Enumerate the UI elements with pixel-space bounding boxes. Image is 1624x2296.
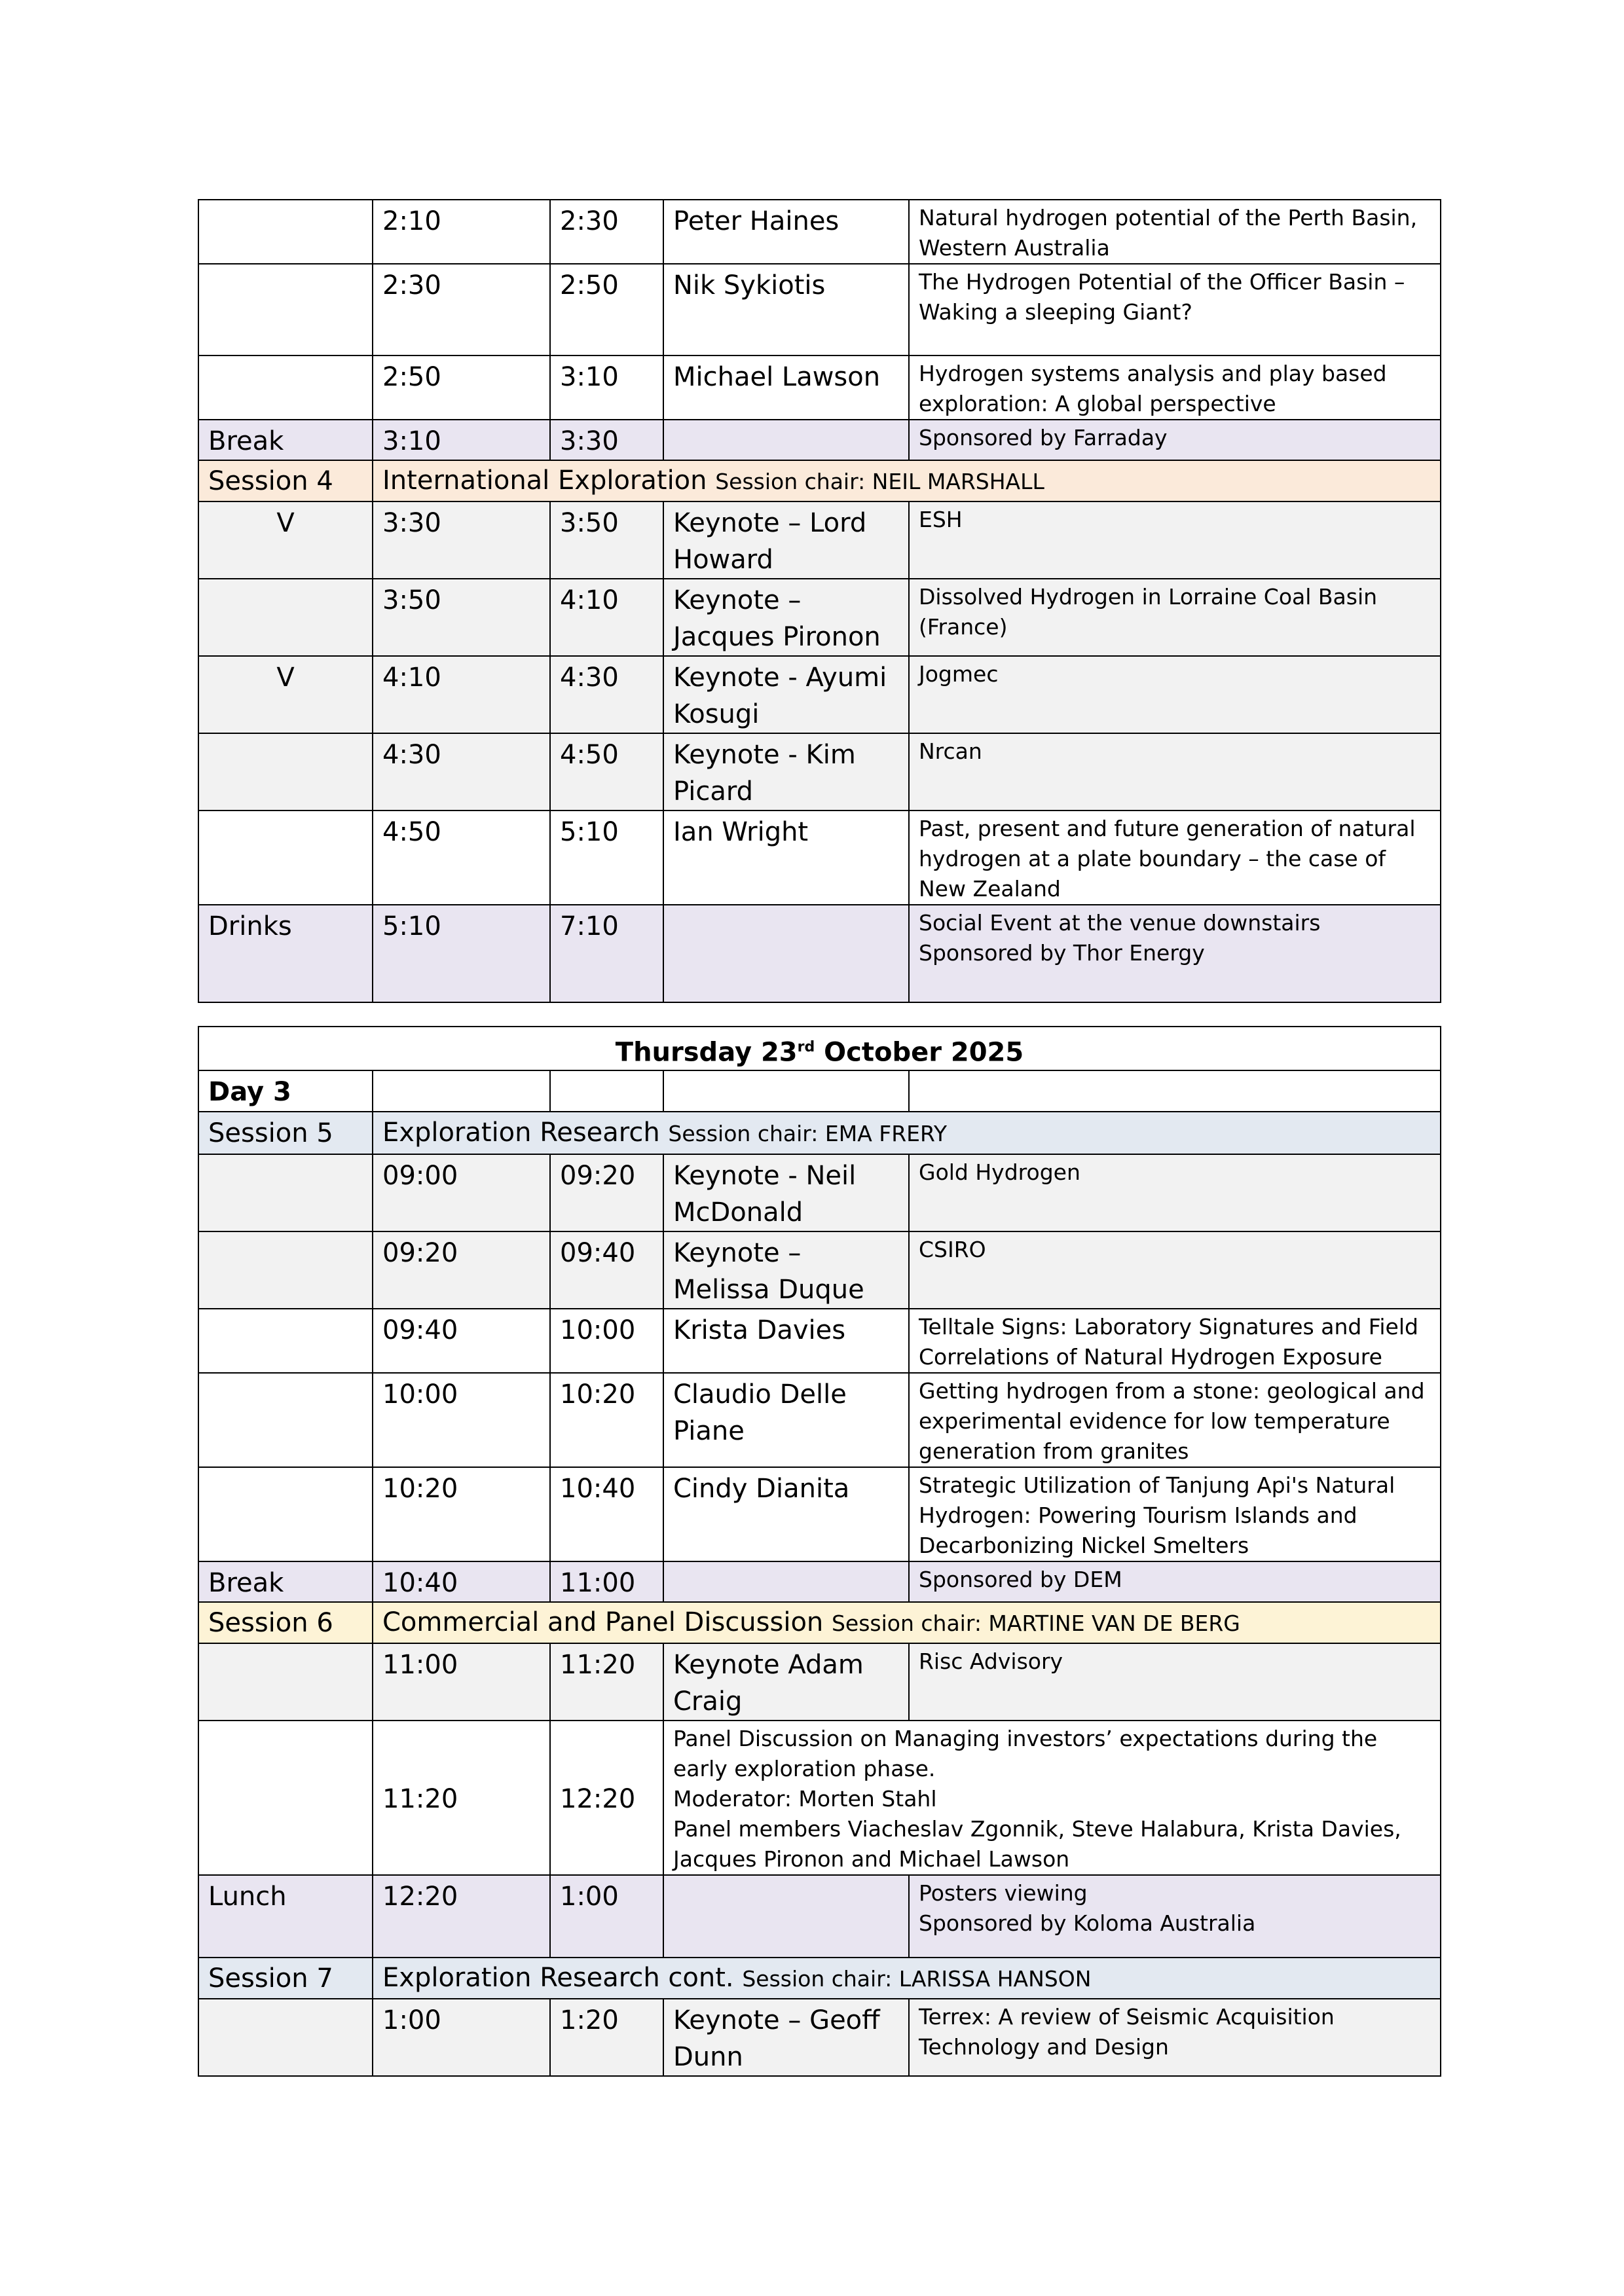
panel-description: Panel Discussion on Managing investors’ expectations during the early exploration phase. Moderator: Morten Stahl Panel members Viacheslav Zgonnik, Steve Halabura, Krista Davies, Jacques Pironon and Michael Lawson <box>663 1721 1441 1875</box>
end-time: 11:00 <box>550 1561 663 1602</box>
break-row <box>198 1875 1441 1958</box>
speaker <box>663 1070 909 1112</box>
end-time: 10:20 <box>550 1373 663 1467</box>
schedule-row <box>198 1373 1441 1467</box>
schedule-row <box>198 264 1441 355</box>
row-label: V <box>198 501 373 579</box>
talk-title: Hydrogen systems analysis and play based exploration: A global perspective <box>909 355 1441 420</box>
start-time: 11:00 <box>373 1643 550 1721</box>
start-time: 11:20 <box>373 1721 550 1875</box>
schedule-row <box>198 811 1441 905</box>
talk-title: Posters viewing Sponsored by Koloma Australia <box>909 1875 1441 1958</box>
speaker <box>663 1561 909 1602</box>
speaker: Keynote Adam Craig <box>663 1643 909 1721</box>
speaker: Claudio Delle Piane <box>663 1373 909 1467</box>
session-header-row <box>198 460 1441 501</box>
end-time: 4:10 <box>550 579 663 656</box>
day-heading-suffix: October 2025 <box>815 1037 1024 1068</box>
start-time: 4:50 <box>373 811 550 905</box>
row-label <box>198 579 373 656</box>
day-heading-prefix: Thursday 23 <box>615 1037 798 1068</box>
session-chair: Session chair: NEIL MARSHALL <box>715 468 1044 494</box>
talk-title: CSIRO <box>909 1231 1441 1309</box>
schedule-row <box>198 1999 1441 2076</box>
start-time: 09:20 <box>373 1231 550 1309</box>
day-heading-ordinal: rd <box>797 1039 815 1055</box>
row-label <box>198 733 373 811</box>
schedule-table-day3 <box>198 1026 1441 2077</box>
talk-title <box>909 1070 1441 1112</box>
start-time: 10:00 <box>373 1373 550 1467</box>
start-time: 5:10 <box>373 905 550 1002</box>
speaker: Keynote – Lord Howard <box>663 501 909 579</box>
session-title: International Exploration <box>382 465 707 496</box>
schedule-row <box>198 579 1441 656</box>
end-time: 1:00 <box>550 1875 663 1958</box>
schedule-row <box>198 1309 1441 1373</box>
start-time: 09:40 <box>373 1309 550 1373</box>
end-time: 5:10 <box>550 811 663 905</box>
session-label: Session 6 <box>198 1602 373 1643</box>
talk-title: Gold Hydrogen <box>909 1154 1441 1231</box>
day-heading <box>198 1027 1441 1070</box>
start-time: 09:00 <box>373 1154 550 1231</box>
end-time: 2:30 <box>550 200 663 264</box>
session-title-cell <box>373 1958 1441 1999</box>
speaker: Keynote - Kim Picard <box>663 733 909 811</box>
schedule-row <box>198 355 1441 420</box>
start-time: 10:20 <box>373 1467 550 1561</box>
talk-title: Getting hydrogen from a stone: geological and experimental evidence for low temperature generation from granites <box>909 1373 1441 1467</box>
end-time: 1:20 <box>550 1999 663 2076</box>
start-time: 2:30 <box>373 264 550 355</box>
speaker: Keynote – Melissa Duque <box>663 1231 909 1309</box>
talk-title: Telltale Signs: Laboratory Signatures and Field Correlations of Natural Hydrogen Exposure <box>909 1309 1441 1373</box>
start-time: 4:10 <box>373 656 550 733</box>
talk-title: Sponsored by DEM <box>909 1561 1441 1602</box>
row-label <box>198 1721 373 1875</box>
session-title: Commercial and Panel Discussion <box>382 1607 824 1637</box>
start-time <box>373 1070 550 1112</box>
start-time: 2:50 <box>373 355 550 420</box>
speaker: Ian Wright <box>663 811 909 905</box>
speaker: Peter Haines <box>663 200 909 264</box>
session-label: Session 7 <box>198 1958 373 1999</box>
row-label <box>198 1467 373 1561</box>
row-label: V <box>198 656 373 733</box>
speaker <box>663 420 909 460</box>
schedule-table-day2-afternoon <box>198 199 1441 1003</box>
talk-title: Social Event at the venue downstairs Sponsored by Thor Energy <box>909 905 1441 1002</box>
end-time: 10:40 <box>550 1467 663 1561</box>
session-chair: Session chair: EMA FRERY <box>668 1120 947 1146</box>
session-title: Exploration Research cont. <box>382 1962 734 1993</box>
speaker: Keynote - Neil McDonald <box>663 1154 909 1231</box>
schedule-row <box>198 1231 1441 1309</box>
talk-title: Risc Advisory <box>909 1643 1441 1721</box>
start-time: 3:50 <box>373 579 550 656</box>
end-time: 12:20 <box>550 1721 663 1875</box>
schedule-row <box>198 733 1441 811</box>
row-label: Break <box>198 1561 373 1602</box>
speaker: Cindy Dianita <box>663 1467 909 1561</box>
row-label <box>198 1373 373 1467</box>
speaker <box>663 1875 909 1958</box>
speaker: Nik Sykiotis <box>663 264 909 355</box>
row-label <box>198 1154 373 1231</box>
session-title-cell <box>373 1602 1441 1643</box>
row-label <box>198 1309 373 1373</box>
session-chair: Session chair: MARTINE VAN DE BERG <box>831 1610 1240 1636</box>
end-time: 11:20 <box>550 1643 663 1721</box>
row-label <box>198 264 373 355</box>
schedule-row <box>198 656 1441 733</box>
speaker: Michael Lawson <box>663 355 909 420</box>
speaker: Keynote - Ayumi Kosugi <box>663 656 909 733</box>
talk-title: Nrcan <box>909 733 1441 811</box>
row-label <box>198 1231 373 1309</box>
row-label <box>198 1643 373 1721</box>
end-time: 2:50 <box>550 264 663 355</box>
session-header-row <box>198 1958 1441 1999</box>
row-label <box>198 811 373 905</box>
break-row <box>198 1561 1441 1602</box>
row-label: Lunch <box>198 1875 373 1958</box>
session-chair: Session chair: LARISSA HANSON <box>742 1965 1092 1992</box>
end-time: 4:30 <box>550 656 663 733</box>
session-header-row <box>198 1112 1441 1154</box>
start-time: 3:30 <box>373 501 550 579</box>
talk-title: Jogmec <box>909 656 1441 733</box>
schedule-row <box>198 200 1441 264</box>
break-row <box>198 905 1441 1002</box>
start-time: 12:20 <box>373 1875 550 1958</box>
session-header-row <box>198 1602 1441 1643</box>
start-time: 1:00 <box>373 1999 550 2076</box>
speaker: Keynote – Jacques Pironon <box>663 579 909 656</box>
end-time: 09:40 <box>550 1231 663 1309</box>
talk-title: Natural hydrogen potential of the Perth Basin, Western Australia <box>909 200 1441 264</box>
end-time: 3:50 <box>550 501 663 579</box>
start-time: 3:10 <box>373 420 550 460</box>
row-label <box>198 355 373 420</box>
talk-title: Sponsored by Farraday <box>909 420 1441 460</box>
end-time: 09:20 <box>550 1154 663 1231</box>
end-time: 10:00 <box>550 1309 663 1373</box>
talk-title: Dissolved Hydrogen in Lorraine Coal Basin (France) <box>909 579 1441 656</box>
start-time: 2:10 <box>373 200 550 264</box>
schedule-row <box>198 501 1441 579</box>
start-time: 10:40 <box>373 1561 550 1602</box>
schedule-row <box>198 1154 1441 1231</box>
schedule-row <box>198 1721 1441 1875</box>
day-heading-row <box>198 1027 1441 1070</box>
end-time: 4:50 <box>550 733 663 811</box>
row-label <box>198 200 373 264</box>
session-title-cell <box>373 1112 1441 1154</box>
row-label <box>198 1999 373 2076</box>
row-label: Day 3 <box>198 1070 373 1112</box>
talk-title: Strategic Utilization of Tanjung Api's Natural Hydrogen: Powering Tourism Islands and Decarbonizing Nickel Smelters <box>909 1467 1441 1561</box>
talk-title: Terrex: A review of Seismic Acquisition Technology and Design <box>909 1999 1441 2076</box>
schedule-row <box>198 1643 1441 1721</box>
schedule-row <box>198 1467 1441 1561</box>
session-label: Session 5 <box>198 1112 373 1154</box>
session-title: Exploration Research <box>382 1117 660 1148</box>
break-row <box>198 420 1441 460</box>
end-time <box>550 1070 663 1112</box>
speaker: Krista Davies <box>663 1309 909 1373</box>
row-label: Break <box>198 420 373 460</box>
speaker: Keynote – Geoff Dunn <box>663 1999 909 2076</box>
end-time: 3:10 <box>550 355 663 420</box>
talk-title: ESH <box>909 501 1441 579</box>
schedule-row <box>198 1070 1441 1112</box>
row-label: Drinks <box>198 905 373 1002</box>
session-label: Session 4 <box>198 460 373 501</box>
talk-title: The Hydrogen Potential of the Officer Basin – Waking a sleeping Giant? <box>909 264 1441 355</box>
start-time: 4:30 <box>373 733 550 811</box>
end-time: 3:30 <box>550 420 663 460</box>
talk-title: Past, present and future generation of natural hydrogen at a plate boundary – the case of New Zealand <box>909 811 1441 905</box>
end-time: 7:10 <box>550 905 663 1002</box>
speaker <box>663 905 909 1002</box>
session-title-cell <box>373 460 1441 501</box>
